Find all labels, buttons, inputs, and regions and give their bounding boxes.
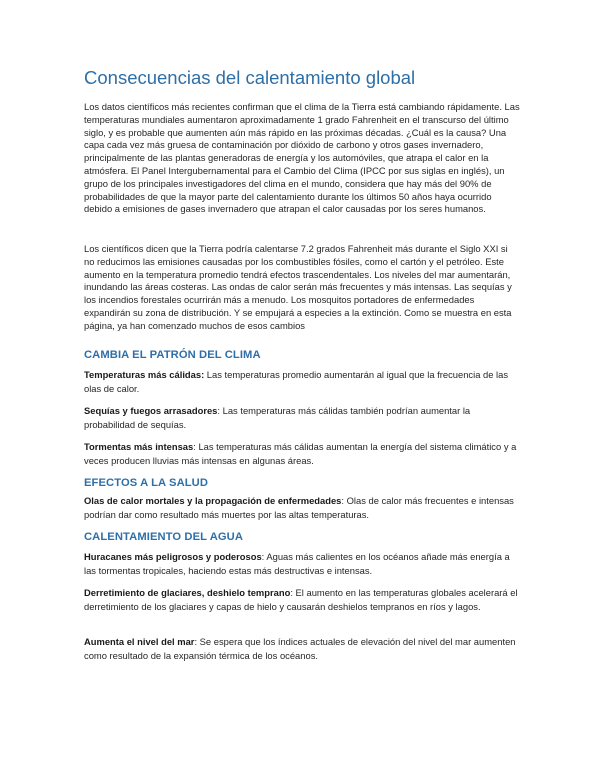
item-term: Sequías y fuegos arrasadores (84, 405, 218, 416)
intro-paragraph: Los datos científicos más recientes confirman que el clima de la Tierra está cambiando rápidamente. Las temperaturas mundiales aumentaron aproximadamente 1 grado Fahrenheit en el transcurso del último siglo, y es probable que aumenten aún más rápido en las próximas décadas. ¿Cuál es la causa? Una capa cada vez más gruesa de contaminación por dióxido de carbono y otros gases invernadero, principalmente de las plantas generadoras de energía y los automóviles, que atrapa el calor en la atmósfera. El Panel Intergubernamental para el Cambio del Clima (IPCC por sus siglas en inglés), un grupo de los principales investigadores del clima en el mundo, considera que hay más del 90% de probabilidades de que la mayor parte del calentamiento durante los últimos 50 años haya ocurrido debido a emisiones de gases invernadero que atrapan el calor causadas por los seres humanos. (84, 101, 520, 215)
list-item (84, 494, 520, 521)
page-title: Consecuencias del calentamiento global (84, 67, 416, 88)
item-term: Temperaturas más cálidas: (84, 369, 205, 380)
section-heading-salud: EFECTOS A LA SALUD (84, 477, 209, 489)
item-term: Aumenta el nivel del mar (84, 636, 195, 647)
list-item (84, 586, 520, 613)
item-text: : Olas de calor más frecuentes e intensas podrían dar como resultado más muertes por las altas temperaturas. (84, 495, 514, 520)
list-item (84, 550, 520, 577)
list-item (84, 635, 520, 662)
item-text: Las temperaturas promedio aumentarán al igual que la frecuencia de las olas de calor. (84, 369, 509, 394)
second-paragraph: Los científicos dicen que la Tierra podría calentarse 7.2 grados Fahrenheit más durante el Siglo XXI si no reducimos las emisiones causadas por los combustibles fósiles, como el cartón y el petróleo. Este aumento en la temperatura promedio tendrá efectos trascendentales. Los niveles del mar aumentarán, inundando las áreas costeras. Las ondas de calor serán más frecuentes y más intensas. Las sequías y los incendios forestales ocurrirán más a menudo. Los mosquitos portadores de enfermedades expandirán su zona de distribución. Y se empujará a especies a la extinción. Como se muestra en esta página, ya han comenzado muchos de esos cambios (84, 243, 512, 331)
list-item (84, 440, 520, 467)
item-term: Olas de calor mortales y la propagación de enfermedades (84, 495, 342, 506)
item-term: Huracanes más peligrosos y poderosos (84, 551, 262, 562)
list-item (84, 368, 520, 395)
item-text: : Aguas más calientes en los océanos añade más energía a las tormentas tropicales, haciendo estas más destructivas e intensas. (84, 551, 510, 576)
section-heading-agua: CALENTAMIENTO DEL AGUA (84, 531, 244, 543)
item-term: Tormentas más intensas (84, 441, 194, 452)
section-heading-clima: CAMBIA EL PATRÓN DEL CLIMA (84, 349, 261, 361)
list-item (84, 404, 520, 431)
item-term: Derretimiento de glaciares, deshielo temprano (84, 587, 291, 598)
item-text: : El aumento en las temperaturas globales acelerará el derretimiento de los glaciares y capas de hielo y causarán deshielos tempranos en ríos y lagos. (84, 587, 518, 612)
item-text: : Se espera que los índices actuales de elevación del nivel del mar aumenten como resultado de la expansión térmica de los océanos. (84, 636, 516, 661)
item-text: : Las temperaturas más cálidas también podrían aumentar la probabilidad de sequías. (84, 405, 471, 430)
item-text: : Las temperaturas más cálidas aumentan la energía del sistema climático y a veces producen lluvias más intensas en algunas áreas. (84, 441, 517, 466)
